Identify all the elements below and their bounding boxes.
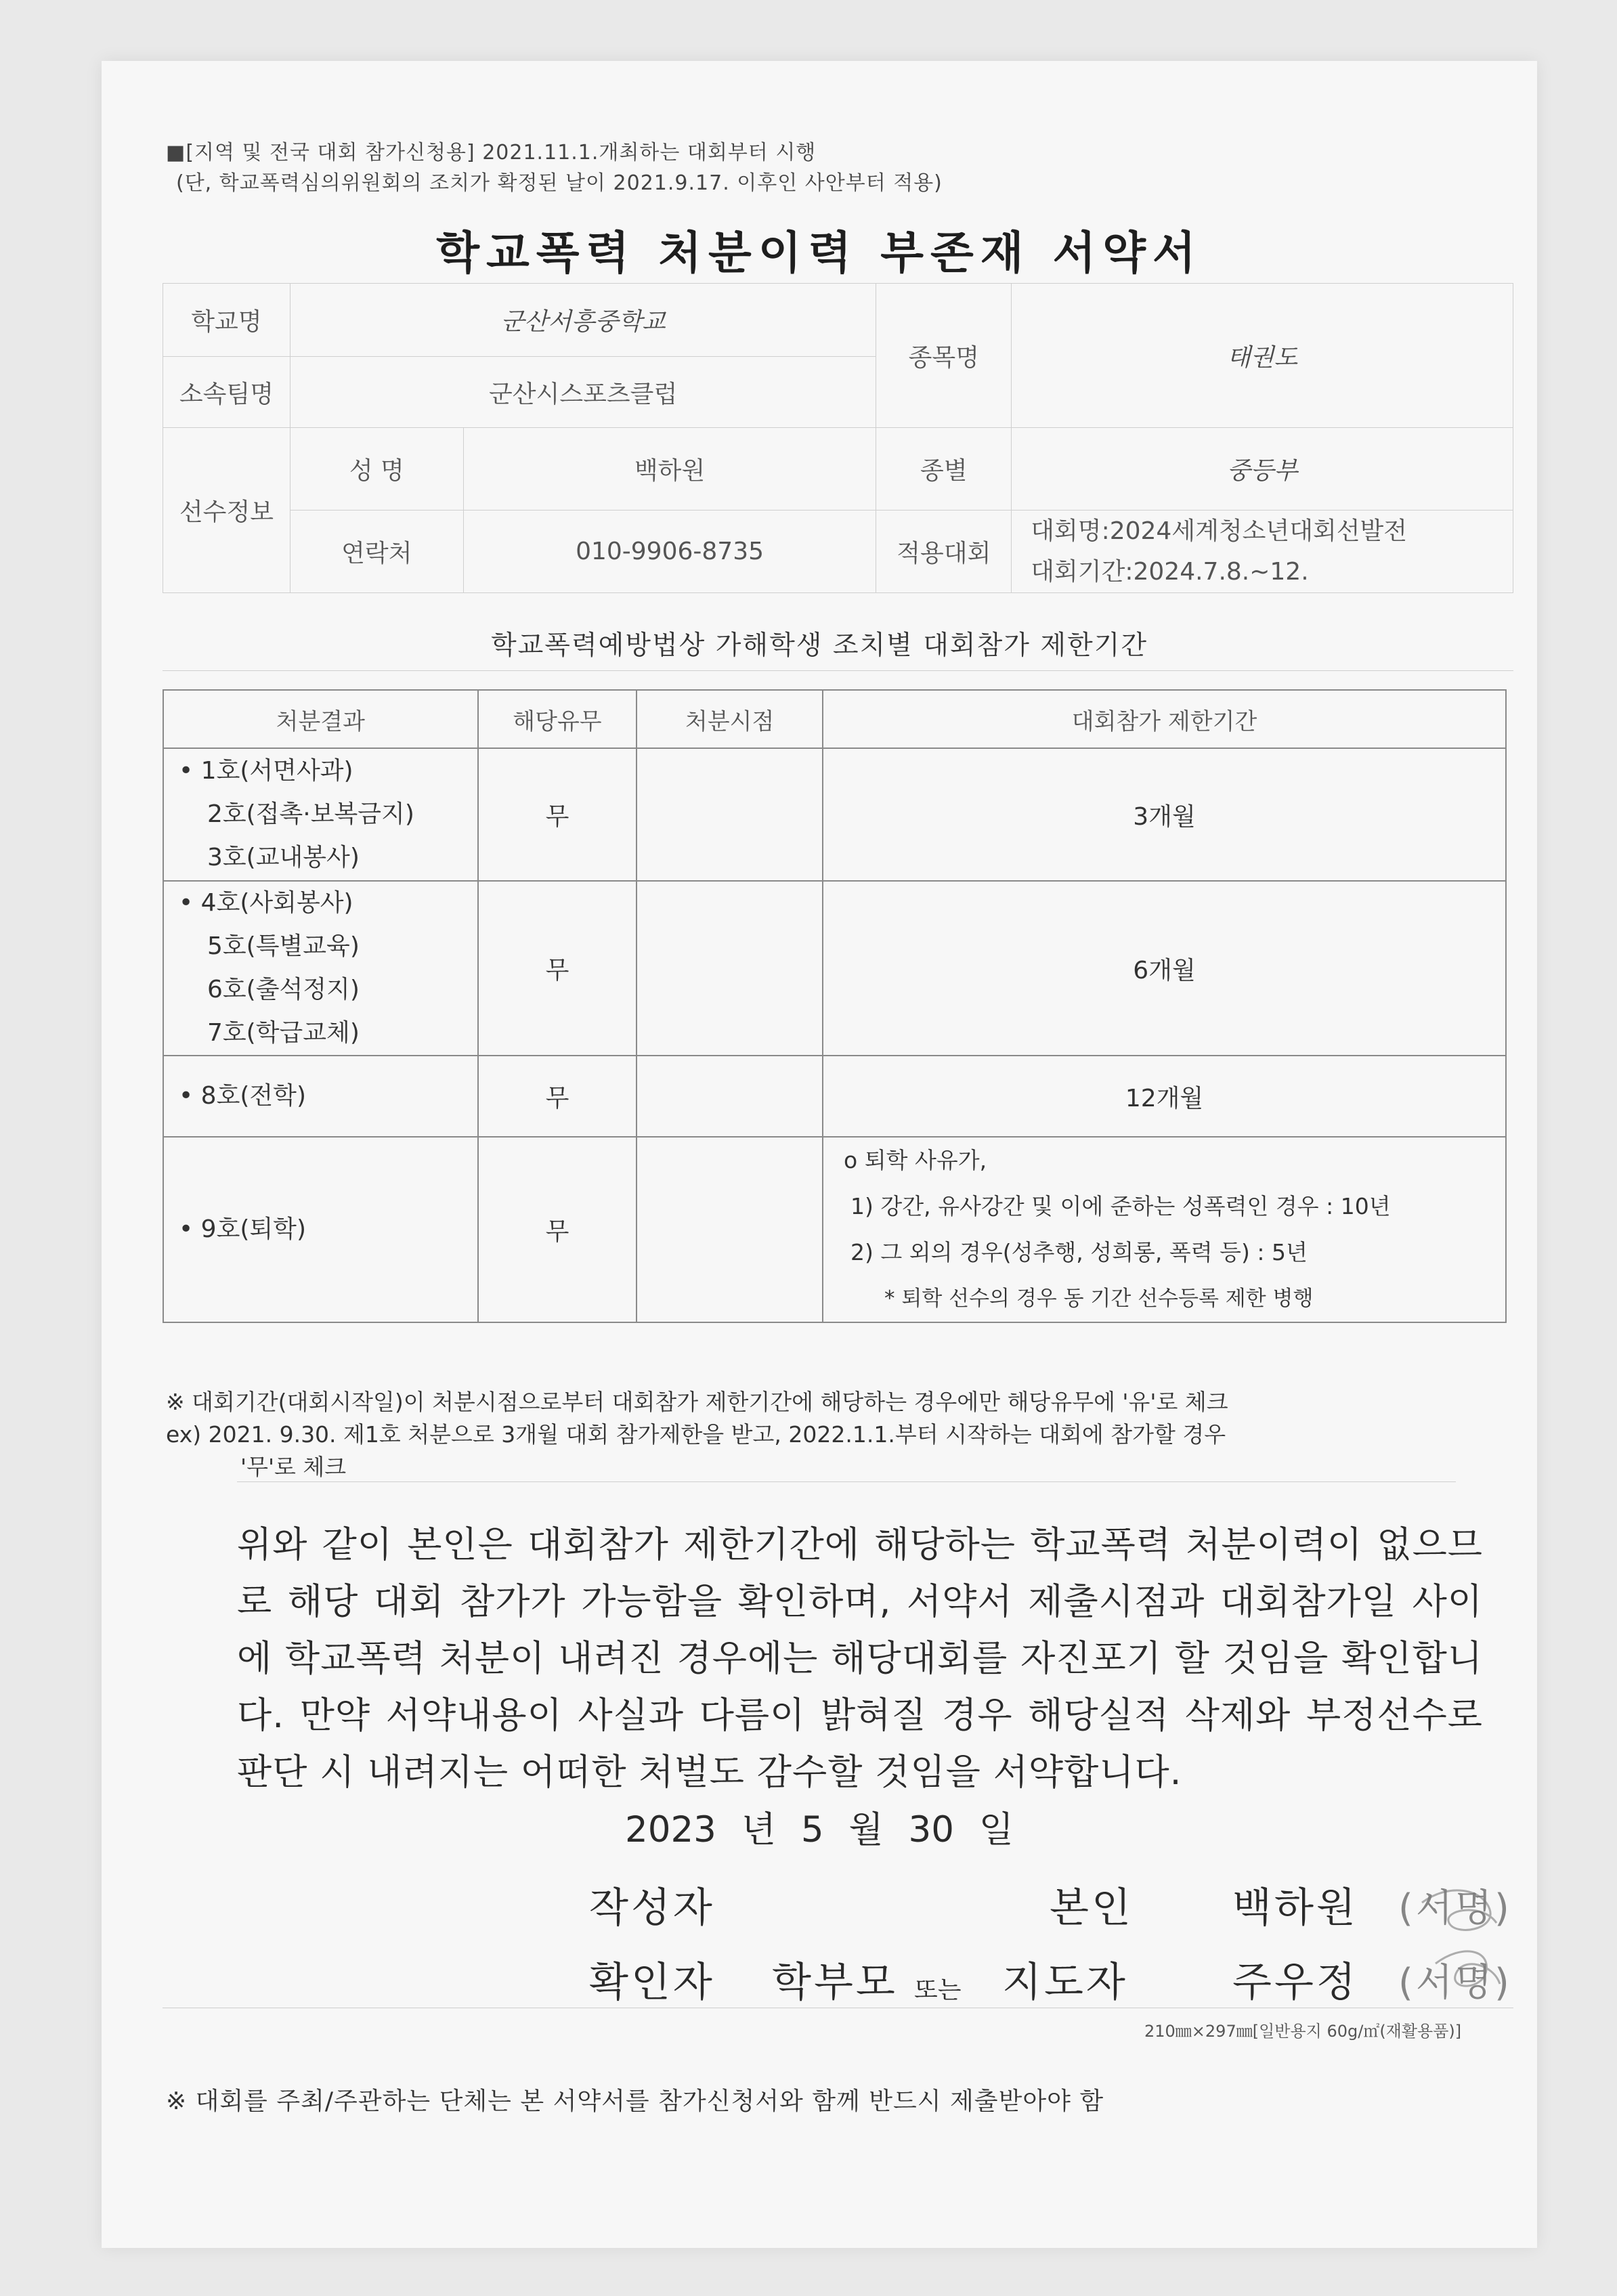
limit-cell: 12개월 <box>823 1056 1506 1137</box>
sanction-subtitle: 학교폭력예방법상 가해학생 조치별 대회참가 제한기간 <box>490 630 1148 661</box>
time-cell <box>637 881 823 1056</box>
col-header-result: 처분결과 <box>163 690 478 748</box>
result-cell <box>163 748 478 881</box>
team-value: 군산시스포츠클럽 <box>290 357 876 428</box>
phone-label: 연락처 <box>290 511 463 593</box>
divider <box>163 670 1513 671</box>
coach-label: 지도자 <box>1002 1959 1128 2006</box>
header-note-2: (단, 학교폭력심의위원회의 조치가 확정된 날이 2021.9.17. 이후인 사안부터 적용) <box>176 171 943 195</box>
table-row <box>163 881 1506 1056</box>
divider <box>237 1481 1456 1482</box>
competition-label: 적용대회 <box>876 511 1012 593</box>
time-cell <box>637 1137 823 1322</box>
applicable-cell: 무 <box>478 1056 637 1137</box>
date-day: 30 <box>908 1809 954 1850</box>
document-title: 학교폭력 처분이력 부존재 서약서 <box>436 227 1203 279</box>
handwritten-signature <box>1408 1862 1510 2011</box>
col-header-time: 처분시점 <box>637 690 823 748</box>
competition-period: 대회기간:2024.7.8.~12. <box>1031 557 1309 586</box>
signature-mark: (서명) <box>1398 1886 1512 1930</box>
footnote-3: '무'로 체크 <box>240 1454 347 1480</box>
competition-value <box>1012 511 1513 593</box>
document-page <box>102 61 1537 2248</box>
col-header-applicable: 해당유무 <box>478 690 637 748</box>
expulsion-reason-2: 2) 그 외의 경우(성추행, 성희롱, 폭력 등) : 5년 <box>850 1239 1308 1265</box>
result-item: • 9호(퇴학) <box>179 1215 306 1243</box>
phone-value: 010-9906-8735 <box>463 511 876 593</box>
result-item: 5호(특별교육) <box>207 932 360 960</box>
confirmer-label: 확인자 <box>589 1959 715 2006</box>
result-item: 3호(교내봉사) <box>207 844 360 871</box>
pledge-text: 위와 같이 본인은 대회참가 제한기간에 해당하는 학교폭력 처분이력이 없으므로 해당 대회 참가가 가능함을 확인하며, 서약서 제출시점과 대회참가일 사이에 학교폭력 처분이 내려진 경우에는 해당대회를 자진포기 할 것임을 확인합니다. 만약 서약내용이 사실과 다름이 밝혀질 경우 해당실적 삭제와 부정선수로 판단 시 내려지는 어떠한 처벌도 감수할 것임을 서약합니다. <box>237 1524 1483 1793</box>
writer-label: 작성자 <box>589 1884 715 1932</box>
col-header-limit: 대회참가 제한기간 <box>823 690 1506 748</box>
division-value: 중등부 <box>1012 428 1513 511</box>
event-value: 태권도 <box>1012 284 1513 428</box>
result-item: 2호(접촉·보복금지) <box>207 800 414 828</box>
self-label: 본인 <box>1050 1884 1134 1932</box>
result-item: • 4호(사회봉사) <box>179 889 353 917</box>
limit-cell: 3개월 <box>823 748 1506 881</box>
footnote-1: ※ 대회기간(대회시작일)이 처분시점으로부터 대회참가 제한기간에 해당하는 경우에만 해당유무에 '유'로 체크 <box>166 1389 1228 1415</box>
table-row <box>163 748 1506 881</box>
result-item: 7호(학급교체) <box>207 1019 360 1047</box>
limit-cell <box>823 1137 1506 1322</box>
school-value: 군산서흥중학교 <box>290 284 876 357</box>
date-year-unit: 년 <box>741 1809 776 1850</box>
result-item: • 1호(서면사과) <box>179 757 353 785</box>
signing-date <box>102 1801 1537 1853</box>
applicable-cell: 무 <box>478 881 637 1056</box>
self-name: 백하원 <box>1232 1884 1358 1932</box>
submission-note: ※ 대회를 주최/주관하는 단체는 본 서약서를 참가신청서와 함께 반드시 제출받아야 함 <box>166 2087 1104 2115</box>
parent-label: 학부모 <box>772 1959 898 2006</box>
table-row <box>163 1137 1506 1322</box>
result-cell <box>163 1137 478 1322</box>
division-label: 종별 <box>876 428 1012 511</box>
or-label: 또는 <box>914 1976 962 2004</box>
expulsion-reason-1: 1) 강간, 유사강간 및 이에 준하는 성폭력인 경우 : 10년 <box>850 1193 1391 1219</box>
result-cell <box>163 1056 478 1137</box>
result-item: • 8호(전학) <box>179 1082 306 1110</box>
table-row <box>163 1056 1506 1137</box>
competition-name: 대회명:2024세계청소년대회선발전 <box>1031 517 1408 545</box>
name-label: 성 명 <box>290 428 463 511</box>
team-label: 소속팀명 <box>163 357 290 428</box>
confirmer-name: 주우정 <box>1232 1959 1358 2006</box>
school-label: 학교명 <box>163 284 290 357</box>
expulsion-reason-heading: o 퇴학 사유가, <box>844 1147 987 1173</box>
applicable-cell: 무 <box>478 1137 637 1322</box>
time-cell <box>637 748 823 881</box>
time-cell <box>637 1056 823 1137</box>
date-day-unit: 일 <box>978 1809 1014 1850</box>
result-item: 6호(출석정지) <box>207 976 360 1003</box>
name-value: 백하원 <box>463 428 876 511</box>
sanction-table <box>163 689 1507 1323</box>
date-year: 2023 <box>625 1809 716 1850</box>
expulsion-note: * 퇴학 선수의 경우 동 기간 선수등록 제한 병행 <box>884 1286 1314 1311</box>
applicable-cell: 무 <box>478 748 637 881</box>
footnote-2: ex) 2021. 9.30. 제1호 처분으로 3개월 대회 참가제한을 받고, 2022.1.1.부터 시작하는 대회에 참가할 경우 <box>166 1421 1226 1448</box>
result-cell <box>163 881 478 1056</box>
header-note-1: ■[지역 및 전국 대회 참가신청용] 2021.11.1.개최하는 대회부터 시행 <box>166 141 817 165</box>
paper-size-info: 210㎜×297㎜[일반용지 60g/㎡(재활용품)] <box>1144 2022 1462 2041</box>
limit-cell: 6개월 <box>823 881 1506 1056</box>
date-month-unit: 월 <box>848 1809 884 1850</box>
athlete-label: 선수정보 <box>163 428 290 593</box>
signature-mark: (서명) <box>1398 1961 1512 2005</box>
date-month: 5 <box>800 1809 824 1850</box>
athlete-info-table <box>163 283 1513 593</box>
event-label: 종목명 <box>876 284 1012 428</box>
